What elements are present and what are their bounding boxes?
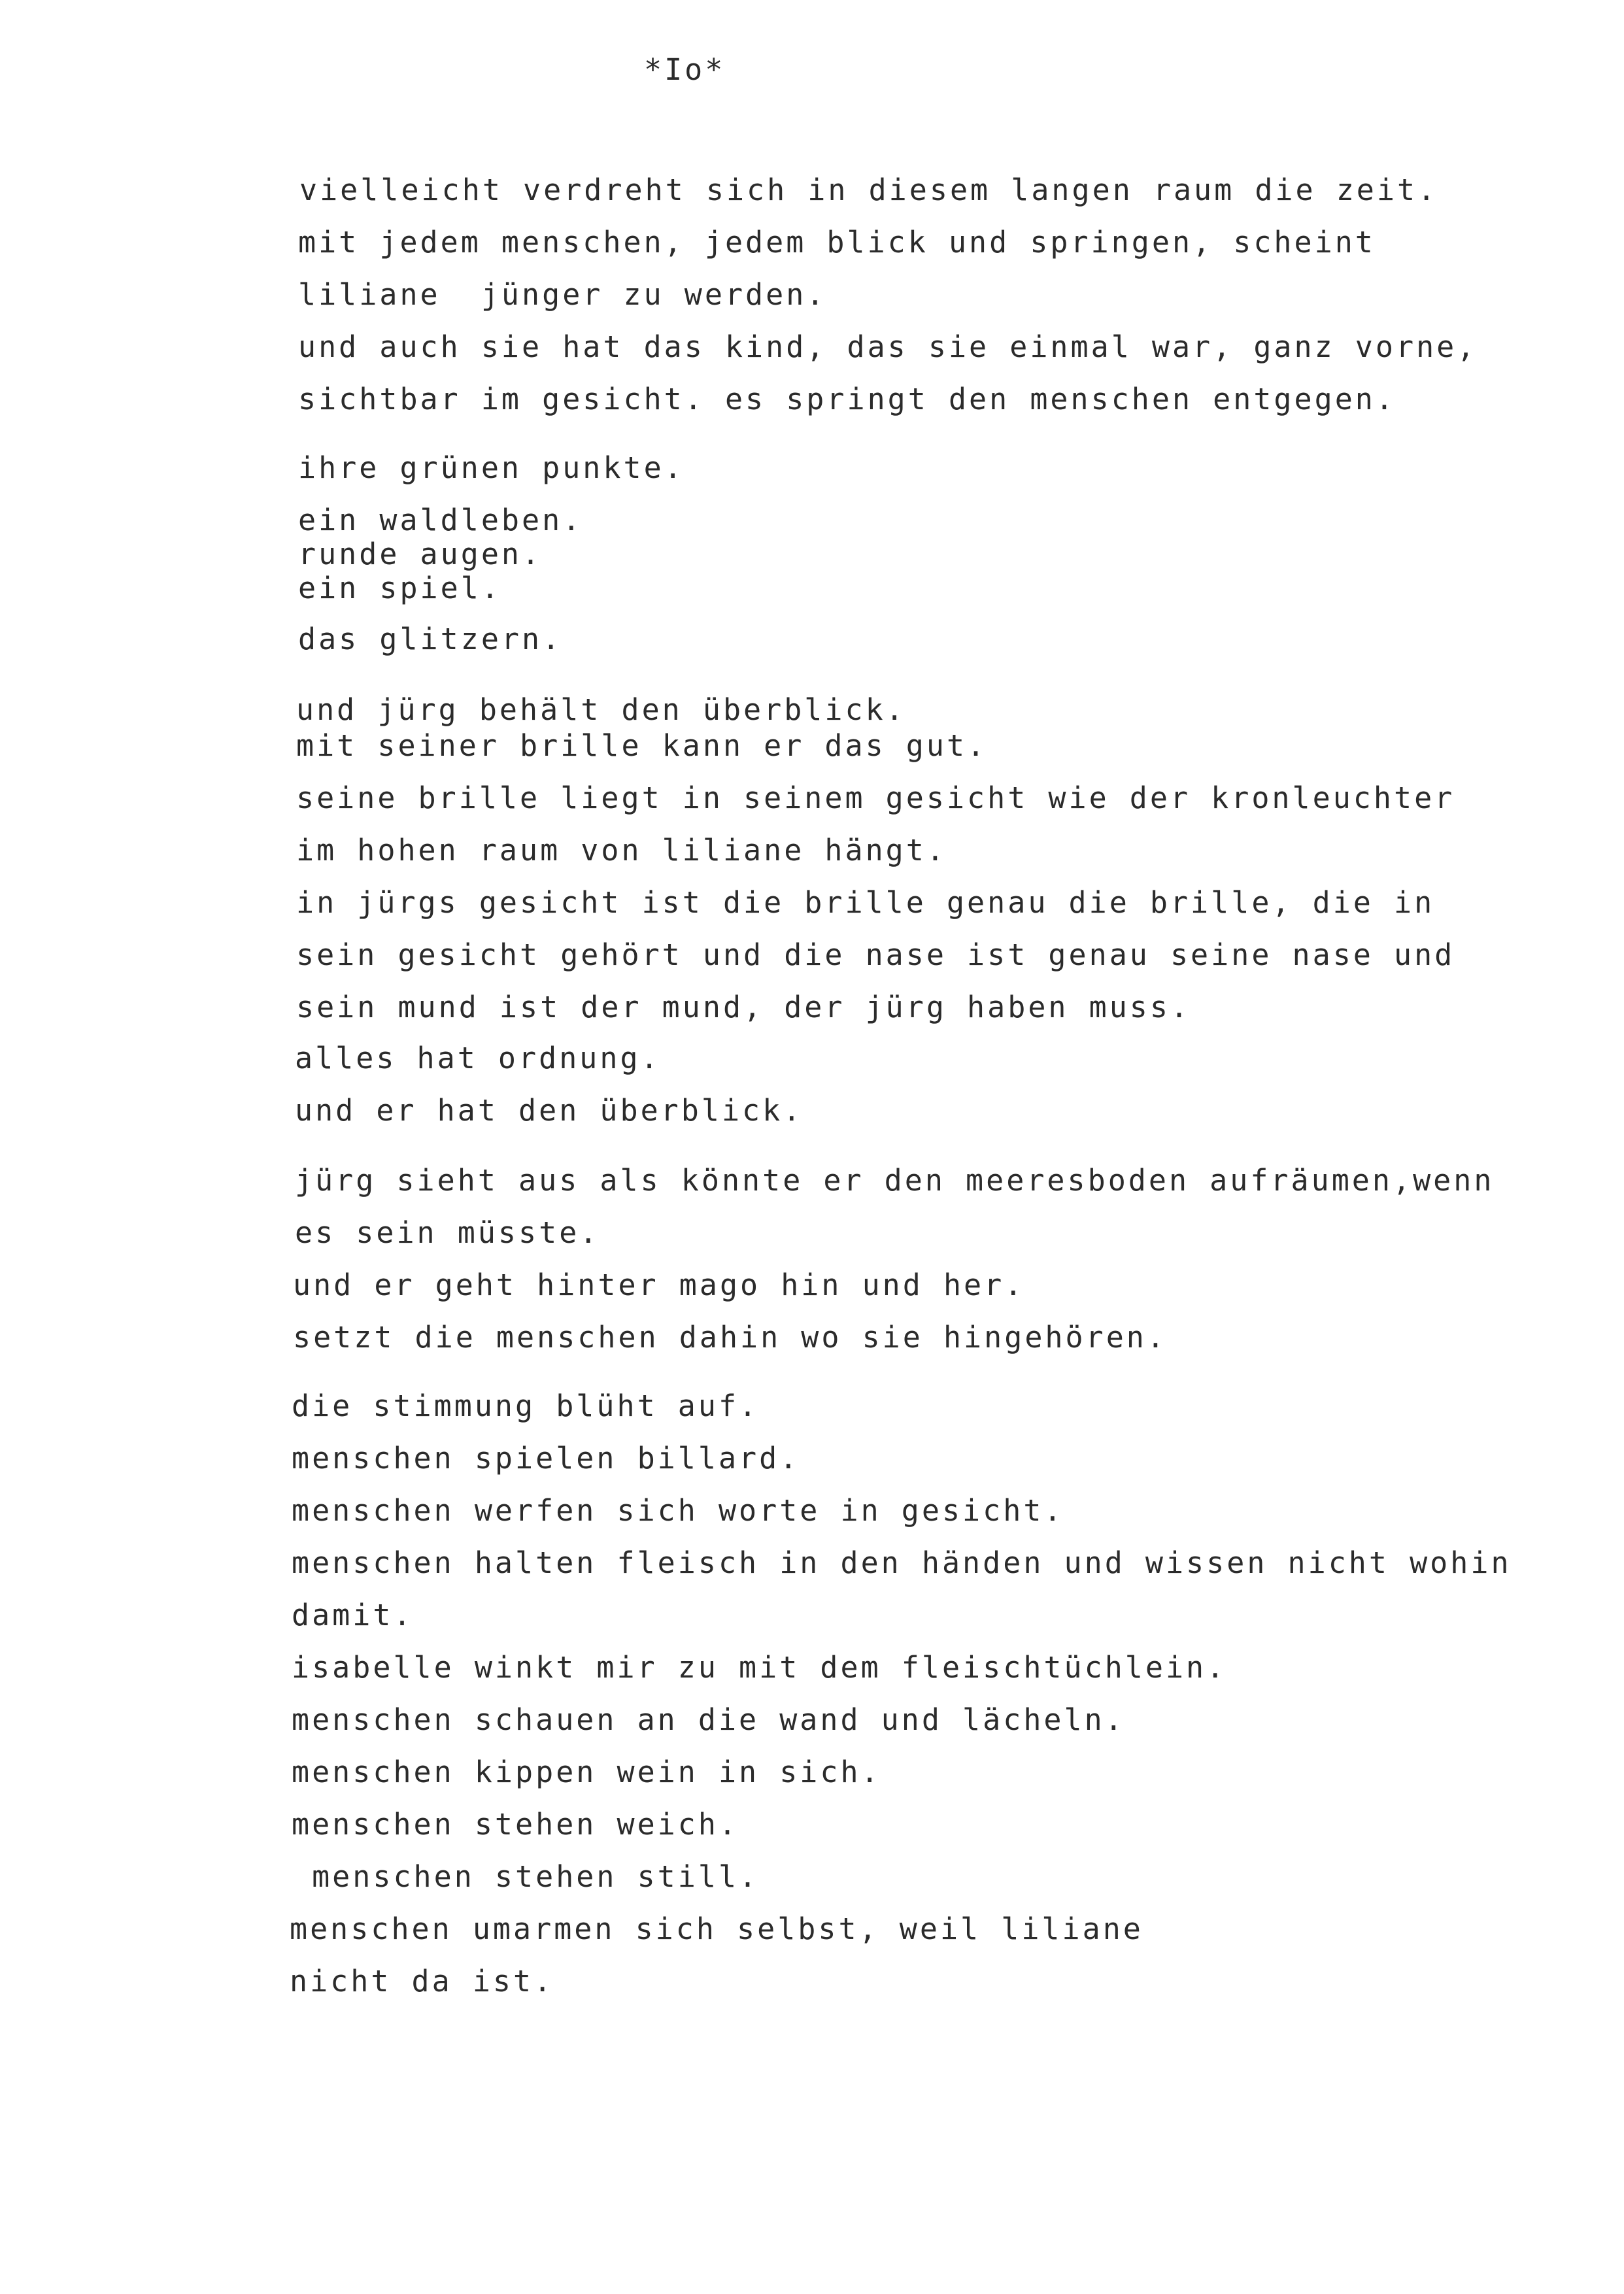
text-line: liliane jünger zu werden.: [298, 277, 827, 312]
text-line: seine brille liegt in seinem gesicht wie der kronleuchter: [296, 781, 1455, 815]
text-line: isabelle winkt mir zu mit dem fleischtüchlein.: [292, 1650, 1227, 1685]
text-line: das glitzern.: [298, 622, 563, 656]
text-line: alles hat ordnung.: [295, 1041, 661, 1075]
text-line: und er hat den überblick.: [295, 1093, 804, 1128]
text-line: und auch sie hat das kind, das sie einmal war, ganz vorne,: [298, 329, 1478, 364]
text-line: die stimmung blüht auf.: [292, 1389, 760, 1423]
page-number: *Io*: [644, 52, 726, 87]
text-line: es sein müsste.: [295, 1215, 600, 1250]
text-line: menschen stehen still.: [292, 1859, 760, 1894]
text-line: menschen umarmen sich selbst, weil liliane: [290, 1912, 1143, 1946]
text-line: setzt die menschen dahin wo sie hingehören.: [293, 1320, 1167, 1355]
text-line: ein spiel.: [298, 571, 501, 605]
text-line: damit.: [292, 1598, 414, 1632]
text-line: mit seiner brille kann er das gut.: [296, 728, 988, 763]
text-line: und jürg behält den überblick.: [296, 692, 906, 727]
text-line: menschen stehen weich.: [292, 1807, 739, 1842]
text-line: ihre grünen punkte.: [298, 450, 685, 485]
text-line: menschen werfen sich worte in gesicht.: [292, 1493, 1064, 1528]
text-line: im hohen raum von liliane hängt.: [296, 833, 947, 868]
text-line: menschen kippen wein in sich.: [292, 1755, 881, 1789]
text-line: menschen halten fleisch in den händen und wissen nicht wohin: [292, 1545, 1512, 1580]
text-line: runde augen.: [298, 537, 543, 571]
text-line: vielleicht verdreht sich in diesem langen raum die zeit.: [299, 173, 1438, 207]
text-line: sein mund ist der mund, der jürg haben muss.: [296, 990, 1191, 1024]
text-line: und er geht hinter mago hin und her.: [293, 1268, 1025, 1302]
text-line: in jürgs gesicht ist die brille genau die brille, die in: [296, 885, 1435, 920]
text-line: sein gesicht gehört und die nase ist genau seine nase und: [296, 937, 1455, 972]
text-line: menschen schauen an die wand und lächeln.: [292, 1702, 1125, 1737]
text-line: jürg sieht aus als könnte er den meeresboden aufräumen,wenn: [295, 1163, 1495, 1198]
text-line: nicht da ist.: [290, 1964, 554, 1999]
text-line: sichtbar im gesicht. es springt den menschen entgegen.: [298, 382, 1396, 416]
text-line: menschen spielen billard.: [292, 1441, 800, 1476]
text-line: ein waldleben.: [298, 503, 583, 537]
text-line: mit jedem menschen, jedem blick und springen, scheint: [298, 225, 1376, 260]
